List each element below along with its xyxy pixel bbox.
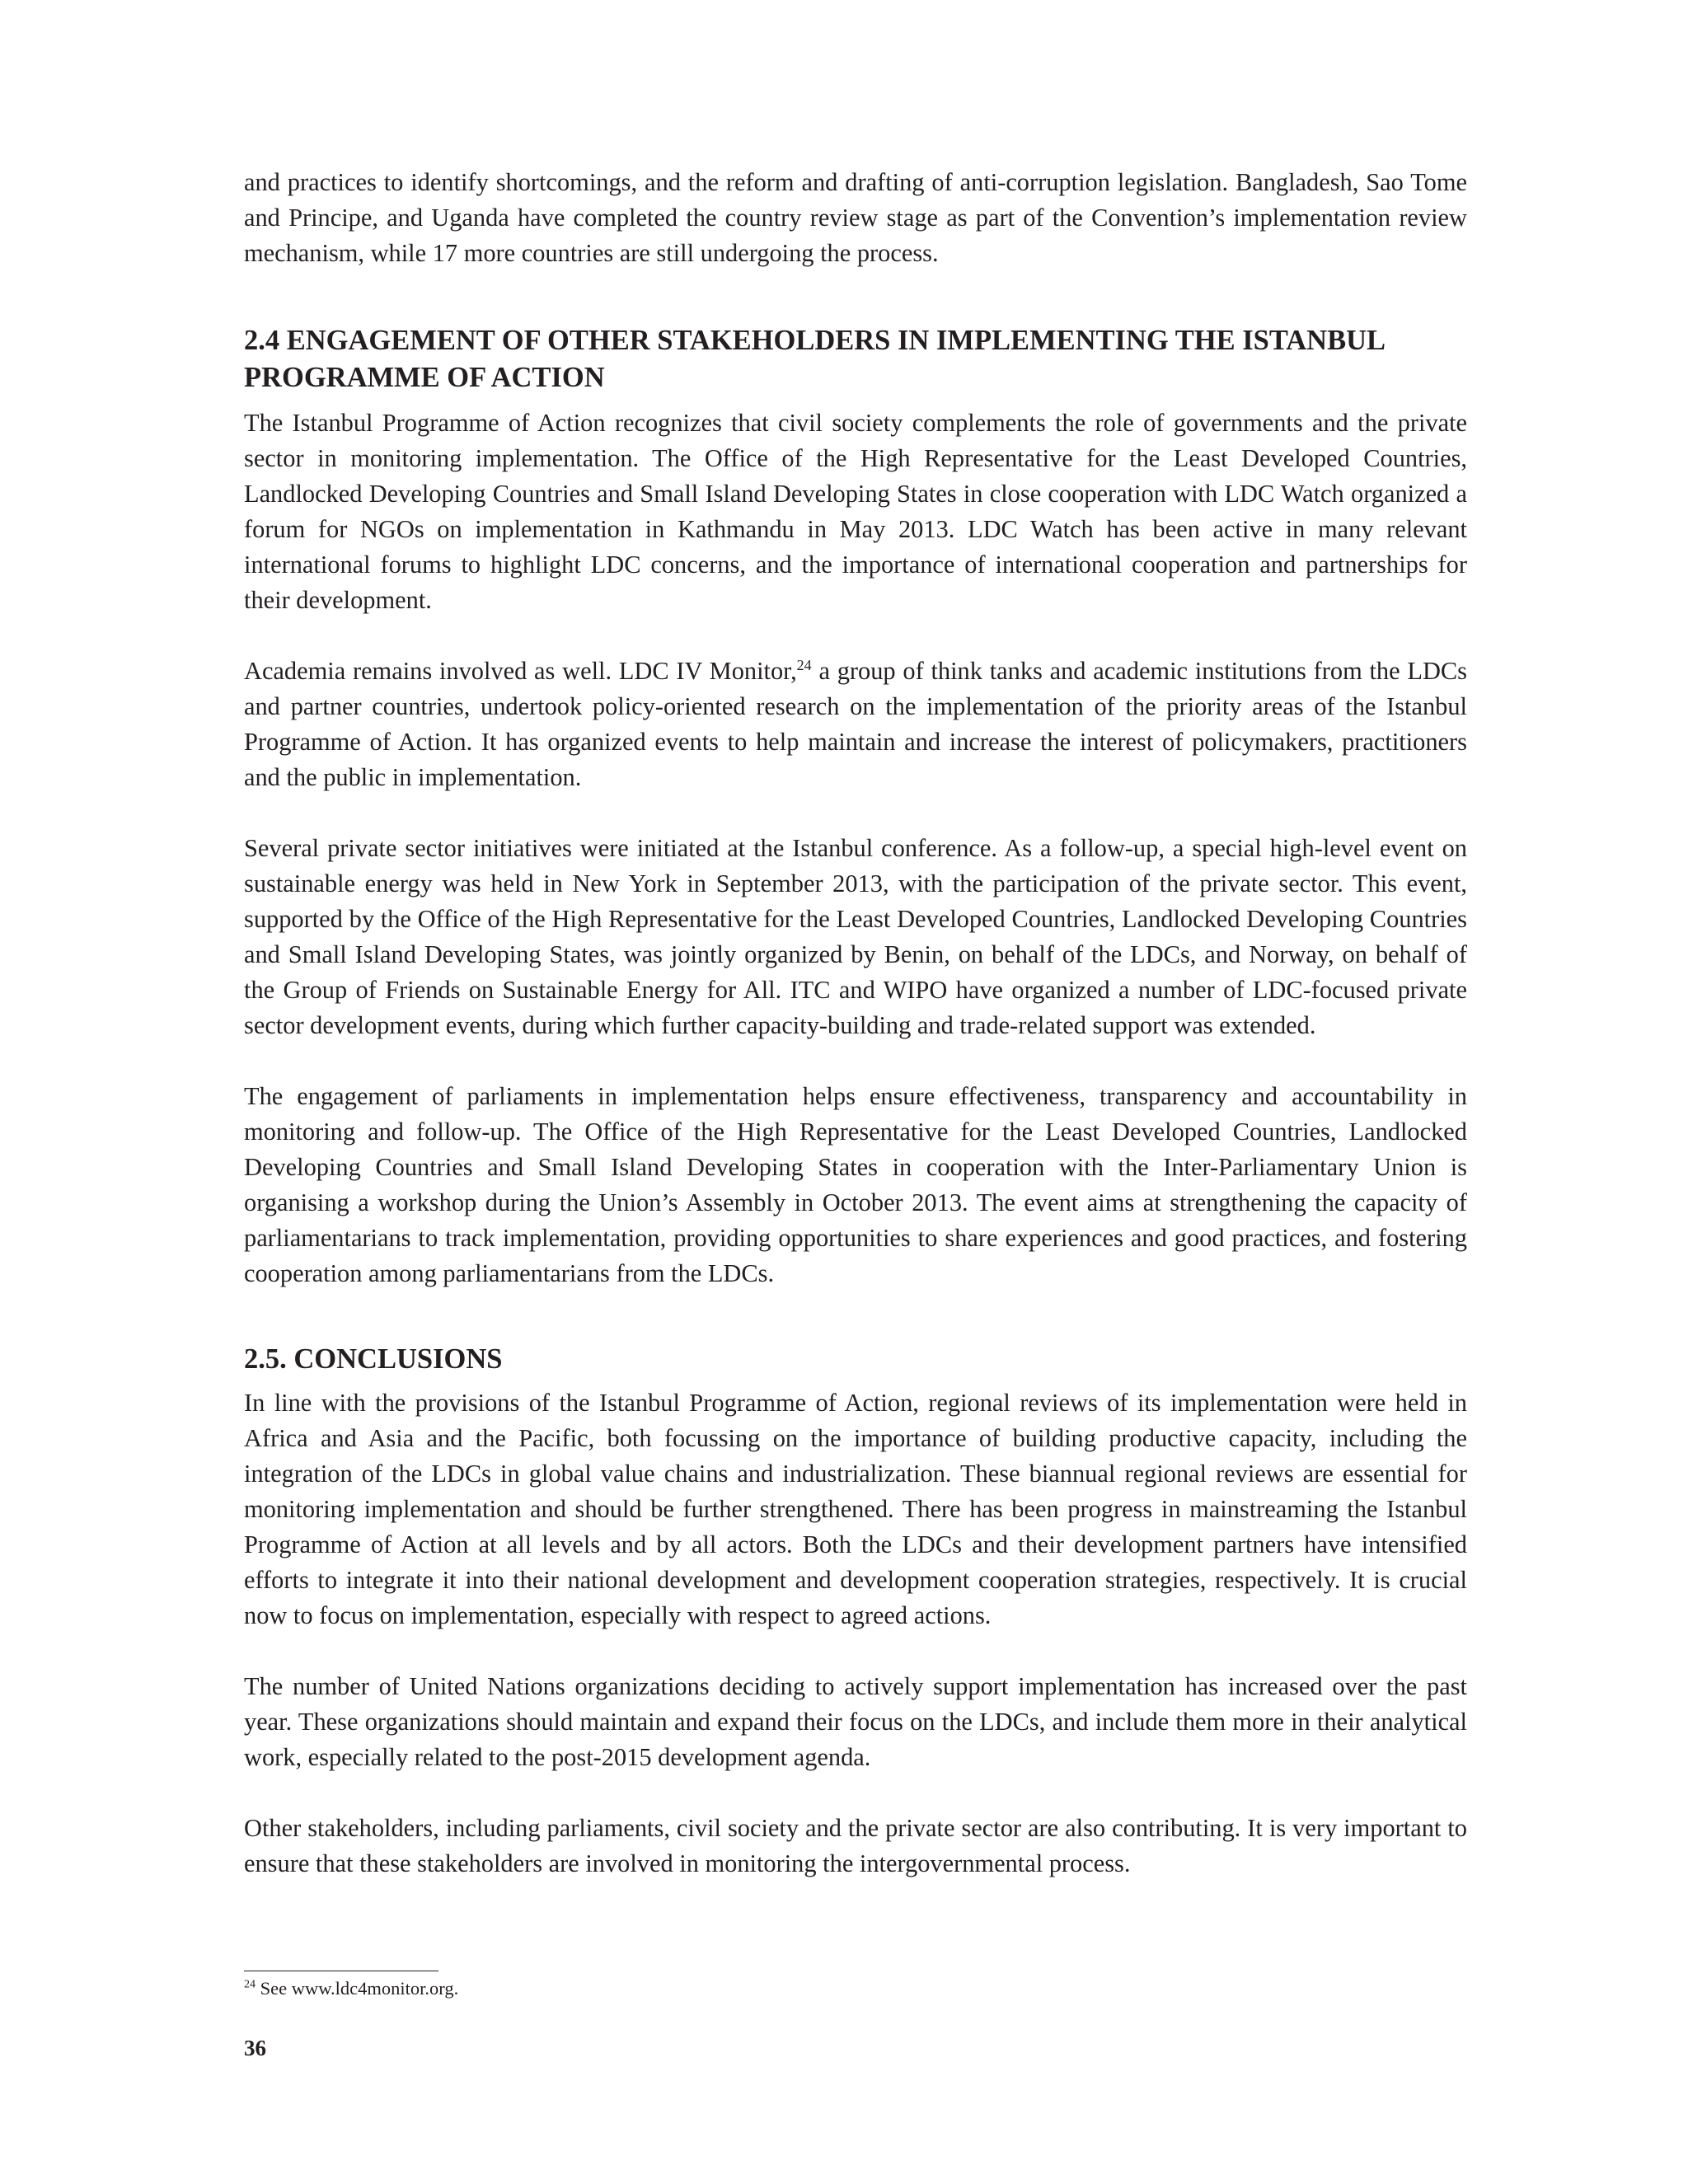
section-2-4-heading-line2: PROGRAMME OF ACTION [244, 362, 605, 393]
section-2-5-paragraph-1: In line with the provisions of the Istanbul Programme of Action, regional reviews of its implementation were held in Africa and Asia and the Pacific, both focussing on the importance of building productive capacity, including the integration of the LDCs in global value chains and industrialization. These biannual regional reviews are essential for monitoring implementation and should be further strengthened. There has been progress in mainstreaming the Istanbul Programme of Action at all levels and by all actors. Both the LDCs and their development partners have intensified efforts to integrate it into their national development and development cooperation strategies, respectively. It is crucial now to focus on implementation, especially with respect to agreed actions. [244, 1389, 1467, 1629]
footnote-reference-24: 24 [796, 656, 812, 673]
section-2-4-heading [244, 322, 1467, 396]
section-2-4-paragraph-4: The engagement of parliaments in implementation helps ensure effectiveness, transparency and accountability in monitoring and follow-up. The Office of the High Representative for the Least Developed Countries, Landlocked Developing Countries and Small Island Developing States in cooperation with the Inter-Parliamentary Union is organising a workshop during the Union’s Assembly in October 2013. The event aims at strengthening the capacity of parliamentarians to track implementation, providing opportunities to share experiences and good practices, and fostering cooperation among parliamentarians from the LDCs. [244, 1082, 1467, 1287]
section-2-5-paragraph-3: Other stakeholders, including parliaments, civil society and the private sector are also contributing. It is very important to ensure that these stakeholders are involved in monitoring the intergovernmental process. [244, 1814, 1467, 1877]
section-2-4-paragraph-3: Several private sector initiatives were initiated at the Istanbul conference. As a follow-up, a special high-level event on sustainable energy was held in New York in September 2013, with the participation of the private sector. This event, supported by the Office of the High Representative for the Least Developed Countries, Landlocked Developing Countries and Small Island Developing States, was jointly organized by Benin, on behalf of the LDCs, and Norway, on behalf of the Group of Friends on Sustainable Energy for All. ITC and WIPO have organized a number of LDC-focused private sector development events, during which further capacity-building and trade-related support was extended. [244, 834, 1467, 1039]
intro-paragraph: and practices to identify shortcomings, and the reform and drafting of anti-corruption legislation. Bangladesh, Sao Tome and Principe, and Uganda have completed the country review stage as part of the Convention’s implementation review mechanism, while 17 more countries are still undergoing the process. [244, 168, 1467, 267]
paragraph-2-text-start: Academia remains involved as well. LDC IV Monitor, [244, 657, 797, 685]
footnote-text: See www.ldc4monitor.org. [256, 1978, 459, 1999]
section-2-4-heading-line1: 2.4 ENGAGEMENT OF OTHER STAKEHOLDERS IN IMPLEMENTING THE ISTANBUL [244, 325, 1386, 356]
footnote-number: 24 [244, 1978, 256, 1991]
page-number: 36 [244, 2036, 266, 2060]
footnote-24 [244, 1976, 458, 2001]
paragraph-2-text-end: a group of think tanks and academic institutions from the LDCs and partner countries, undertook policy-oriented research on the implementation of the priority areas of the Istanbul Programme of Action. It has organized events to help maintain and increase the interest of policymakers, practitioners and the public in implementation. [244, 657, 1467, 791]
section-2-5-heading: 2.5. CONCLUSIONS [244, 1343, 503, 1375]
section-2-4-paragraph-2 [244, 654, 1467, 795]
section-2-5-paragraph-2: The number of United Nations organizations deciding to actively support implementation has increased over the past year. These organizations should maintain and expand their focus on the LDCs, and include them more in their analytical work, especially related to the post-2015 development agenda. [244, 1672, 1467, 1771]
section-2-4-paragraph-1: The Istanbul Programme of Action recognizes that civil society complements the role of governments and the private sector in monitoring implementation. The Office of the High Representative for the Least Developed Countries, Landlocked Developing Countries and Small Island Developing States in close cooperation with LDC Watch organized a forum for NGOs on implementation in Kathmandu in May 2013. LDC Watch has been active in many relevant international forums to highlight LDC concerns, and the importance of international cooperation and partnerships for their development. [244, 409, 1467, 614]
page-content [244, 165, 1467, 1882]
